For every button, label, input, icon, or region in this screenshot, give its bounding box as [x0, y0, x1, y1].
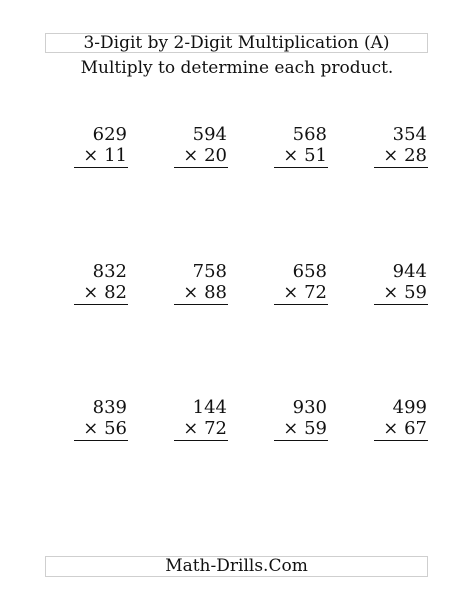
- multiplicand: 658: [292, 261, 327, 282]
- multiplicand: 839: [92, 397, 127, 418]
- multiplicand: 499: [392, 397, 427, 418]
- answer-line: [374, 167, 428, 168]
- problem-9: [74, 397, 128, 441]
- multiplicand: 354: [392, 124, 427, 145]
- instructions: Multiply to determine each product.: [80, 58, 394, 78]
- multiplier: × 11: [83, 145, 127, 166]
- answer-line: [274, 167, 328, 168]
- answer-line: [274, 440, 328, 441]
- multiplicand: 944: [392, 261, 427, 282]
- multiplier: × 59: [283, 418, 327, 439]
- multiplicand: 629: [92, 124, 127, 145]
- multiplier: × 51: [283, 145, 327, 166]
- multiplicand: 568: [292, 124, 327, 145]
- multiplicand: 758: [192, 261, 227, 282]
- problem-4: [374, 124, 428, 168]
- multiplier: × 59: [383, 282, 427, 303]
- multiplier: × 56: [83, 418, 127, 439]
- problem-5: [74, 261, 128, 305]
- problem-6: [174, 261, 228, 305]
- multiplier: × 72: [183, 418, 227, 439]
- multiplicand: 594: [192, 124, 227, 145]
- answer-line: [74, 304, 128, 305]
- problem-2: [174, 124, 228, 168]
- multiplier: × 72: [283, 282, 327, 303]
- answer-line: [374, 304, 428, 305]
- problem-7: [274, 261, 328, 305]
- multiplier: × 28: [383, 145, 427, 166]
- problem-11: [274, 397, 328, 441]
- answer-line: [274, 304, 328, 305]
- answer-line: [174, 167, 228, 168]
- multiplier: × 88: [183, 282, 227, 303]
- site-footer: Math-Drills.Com: [45, 556, 428, 577]
- problem-3: [274, 124, 328, 168]
- problem-12: [374, 397, 428, 441]
- problem-8: [374, 261, 428, 305]
- problem-10: [174, 397, 228, 441]
- problem-1: [74, 124, 128, 168]
- multiplier: × 67: [383, 418, 427, 439]
- answer-line: [74, 167, 128, 168]
- multiplicand: 832: [92, 261, 127, 282]
- answer-line: [374, 440, 428, 441]
- answer-line: [174, 440, 228, 441]
- worksheet-title: 3-Digit by 2-Digit Multiplication (A): [45, 33, 428, 53]
- answer-line: [74, 440, 128, 441]
- multiplier: × 82: [83, 282, 127, 303]
- multiplicand: 930: [292, 397, 327, 418]
- multiplier: × 20: [183, 145, 227, 166]
- answer-line: [174, 304, 228, 305]
- multiplicand: 144: [192, 397, 227, 418]
